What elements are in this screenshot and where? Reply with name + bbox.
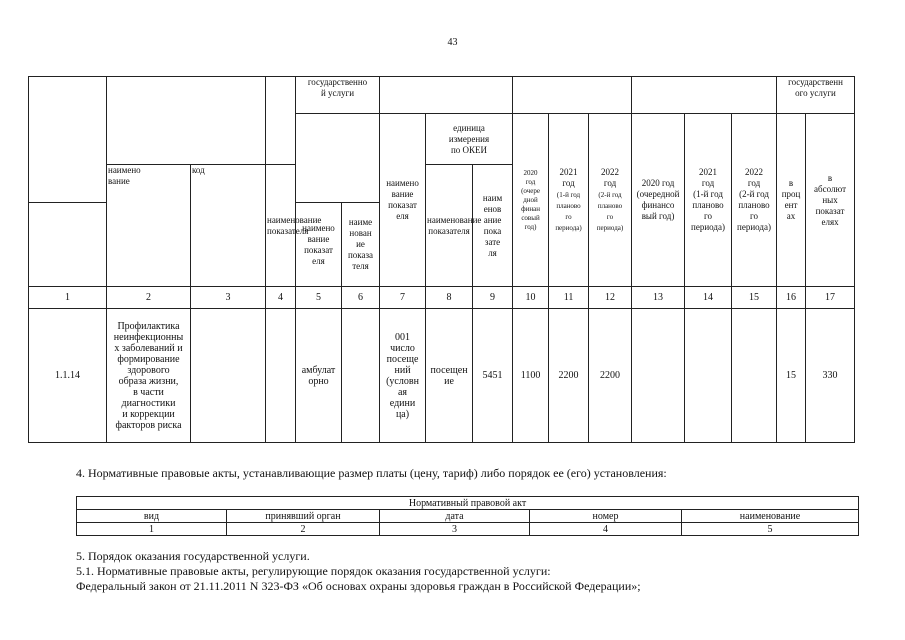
header-budget-2022: 2022 год (2-й год планово го периода) (732, 114, 777, 287)
service-form-cell: амбулат орно (296, 309, 342, 443)
column-number: 13 (632, 287, 685, 309)
value-2020-cell: 1100 (513, 309, 549, 443)
column-number: 5 (682, 523, 859, 536)
empty-cell (732, 309, 777, 443)
column-number: 16 (777, 287, 806, 309)
column-number: 2 (107, 287, 191, 309)
legal-acts-table (76, 496, 859, 536)
column-header-name: наименование (682, 510, 859, 523)
header-cell-empty (296, 114, 380, 203)
value-2022-cell: 2200 (589, 309, 632, 443)
header-year-2021 (549, 114, 589, 287)
column-number: 14 (685, 287, 732, 309)
legal-act-title: Нормативный правовой акт (77, 497, 859, 510)
header-cell-empty (266, 77, 296, 165)
header-cell-empty (632, 77, 777, 114)
section-4-heading: 4. Нормативные правовые акты, устанавливающие размер платы (цену, тариф) либо порядок ее (его) установления: (76, 466, 667, 480)
header-year-2022-note: (2-й год планово го периода) (596, 191, 624, 232)
column-number: 7 (380, 287, 426, 309)
section-5-1-heading: 5.1. Нормативные правовые акты, регулирующие порядок оказания государственной услуги: (76, 564, 551, 578)
column-header-authority: принявший орган (227, 510, 380, 523)
header-absolute-label: государственн ого услуги (777, 77, 855, 114)
column-number: 3 (191, 287, 266, 309)
column-number: 4 (266, 287, 296, 309)
column-number-row (29, 287, 855, 309)
federal-law-reference: Федеральный закон от 21.11.2011 N 323-ФЗ «Об основах охраны здоровья граждан в Российской Федерации»; (76, 579, 641, 593)
header-unit-name: наимено вание (107, 165, 191, 287)
header-indicator-name-5: наимено вание показат еля (296, 203, 342, 287)
column-number: 9 (473, 287, 513, 309)
value-2021-cell: 2200 (549, 309, 589, 443)
registry-code-cell: 1.1.14 (29, 309, 107, 443)
empty-cell (191, 309, 266, 443)
header-unit-okei: единица измерения по ОКЕИ (426, 114, 513, 165)
header-cell-empty (29, 203, 107, 287)
header-year-2022-label: 2022 год (601, 167, 620, 188)
header-indicator-name-3: наименование показателя (426, 165, 473, 287)
column-number: 15 (732, 287, 777, 309)
header-year-2021-note: (1-й год планово го периода) (555, 191, 582, 232)
header-budget-2020: 2020 год (очередной финансо вый год) (632, 114, 685, 287)
column-number: 5 (296, 287, 342, 309)
header-cell-empty (107, 77, 266, 165)
empty-cell (266, 309, 296, 443)
empty-cell (632, 309, 685, 443)
column-number: 11 (549, 287, 589, 309)
header-budget-2021: 2021 год (1-й год планово го периода) (685, 114, 732, 287)
header-unit-code: код (191, 165, 266, 287)
header-service-label: государственно й услуги (296, 77, 380, 114)
header-year-2021-label: 2021 год (559, 167, 578, 188)
header-in-absolute: в абсолют ных показат елях (806, 114, 855, 287)
header-cell-empty (380, 77, 513, 114)
page-number: 43 (447, 37, 458, 48)
column-header-number: номер (530, 510, 682, 523)
column-number: 10 (513, 287, 549, 309)
column-number: 3 (380, 523, 530, 536)
column-number: 8 (426, 287, 473, 309)
header-year-2022 (589, 114, 632, 287)
column-number: 12 (589, 287, 632, 309)
service-content-cell: Профилактика неинфекционны х заболеваний и формирование здорового образа жизни, в части диагностики и коррекции факторов риска (107, 309, 191, 443)
column-number: 6 (342, 287, 380, 309)
deviation-percent-cell: 15 (777, 309, 806, 443)
okei-code-cell: 5451 (473, 309, 513, 443)
unit-name-cell: посещен ие (426, 309, 473, 443)
header-in-percent: в проц ент ах (777, 114, 806, 287)
column-number: 2 (227, 523, 380, 536)
empty-cell (685, 309, 732, 443)
header-year-2020: 2020 год (очере дной финан совый год) (513, 114, 549, 287)
section-5-heading: 5. Порядок оказания государственной услуги. (76, 549, 310, 563)
header-cell-empty (29, 77, 107, 203)
column-header-type: вид (77, 510, 227, 523)
header-indicator-name-2: наименование показателя (266, 165, 296, 287)
empty-cell (342, 309, 380, 443)
column-number: 1 (77, 523, 227, 536)
column-number: 17 (806, 287, 855, 309)
table-row (29, 309, 855, 443)
column-number: 1 (29, 287, 107, 309)
deviation-absolute-cell: 330 (806, 309, 855, 443)
header-indicator-name-4: наим енов ание пока зате ля (473, 165, 513, 287)
column-header-date: дата (380, 510, 530, 523)
header-cell-empty (513, 77, 632, 114)
column-number: 4 (530, 523, 682, 536)
indicator-name-cell: 001 число посеще ний (условн ая едини ца) (380, 309, 426, 443)
header-indicator-name: наимено вание показат еля (380, 114, 426, 287)
service-indicators-table (28, 76, 855, 443)
header-indicator-name-6: наиме нован ие показа теля (342, 203, 380, 287)
